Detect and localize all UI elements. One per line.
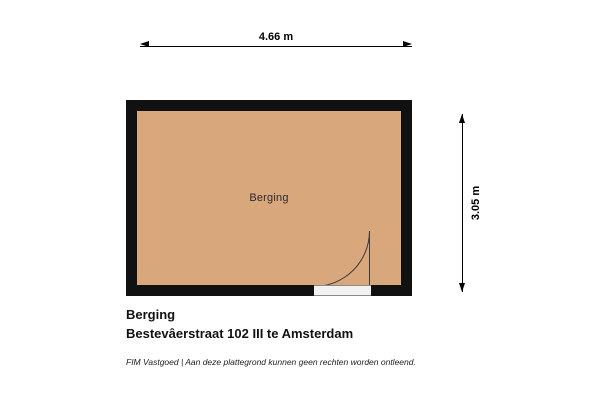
room-name-label: Berging xyxy=(249,192,289,204)
width-dimension-label: 4.66 m xyxy=(241,30,311,44)
plan-address: Bestevâerstraat 102 III te Amsterdam xyxy=(126,326,354,341)
door-leaf xyxy=(369,231,371,287)
height-dimension-label: 3.05 m xyxy=(468,183,484,223)
door-arc xyxy=(314,231,370,287)
width-dimension xyxy=(140,31,412,58)
width-dimension-line xyxy=(140,46,412,47)
height-dimension-line xyxy=(462,114,463,292)
height-arrow-bottom-icon xyxy=(459,283,465,292)
plan-disclaimer: FIM Vastgoed | Aan deze plattegrond kunnen geen rechten worden ontleend. xyxy=(126,357,416,367)
width-arrow-left-icon xyxy=(140,41,149,47)
width-arrow-right-icon xyxy=(403,41,412,47)
caption-block xyxy=(126,306,526,368)
height-dimension xyxy=(452,114,483,292)
height-arrow-top-icon xyxy=(459,114,465,123)
floorplan-walls xyxy=(126,100,412,296)
door-opening xyxy=(314,285,371,296)
plan-title: Berging xyxy=(126,307,176,322)
door-swing-icon xyxy=(314,231,370,287)
